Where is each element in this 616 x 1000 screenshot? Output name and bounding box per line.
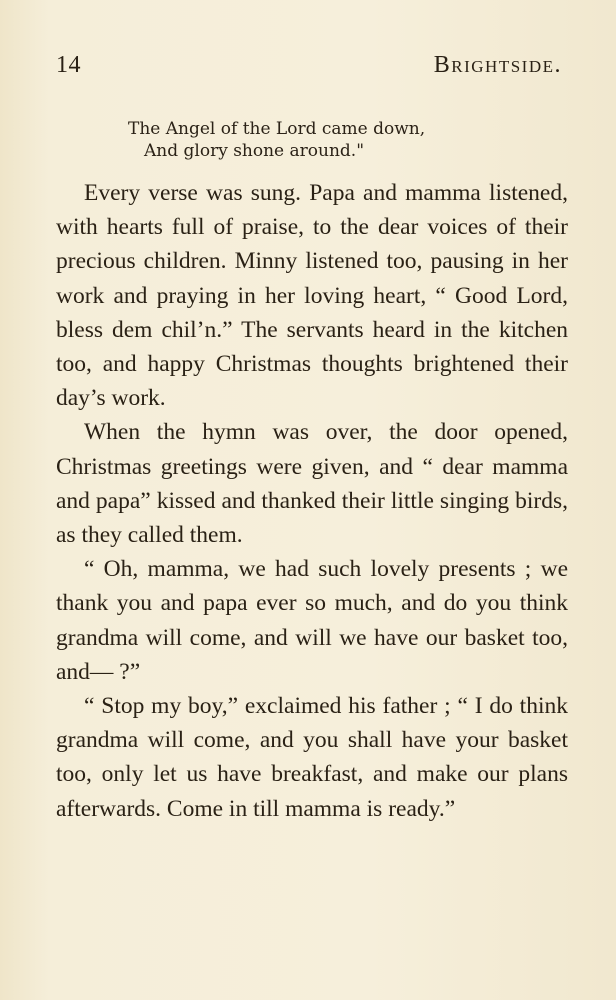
body-text [56,176,568,826]
verse-line: And glory shone around." [144,141,365,161]
paragraph: “ Stop my boy,” exclaimed his father ; “ I do think grandma will come, and you shall have your basket too, only let us have breakfast, and make our plans afterwards. Come in till mamma is ready.” [56,693,568,822]
paragraph: “ Oh, mamma, we had such lovely presents ; we thank you and papa ever so much, and do you think grandma will come, and will we have our basket too, and— ?” [56,556,568,685]
verse-line: The Angel of the Lord came down, [128,119,426,139]
hymn-verse [128,118,448,162]
page-header [56,52,562,84]
page-number: 14 [56,52,81,78]
paragraph: When the hymn was over, the door opened, Christmas greetings were given, and “ dear mamma and papa” kissed and thanked their little singing birds, as they called them. [56,419,568,549]
running-title: Brightside. [433,52,562,78]
paragraph: Every verse was sung. Papa and mamma listened, with hearts full of praise, to the dear voices of their precious children. Minny listened too, pausing in her work and praying in her loving heart, “ Good Lord, bless dem chil’n.” The servants heard in the kitchen too, and happy Christmas thoughts brightened their day’s work. [56,180,568,412]
